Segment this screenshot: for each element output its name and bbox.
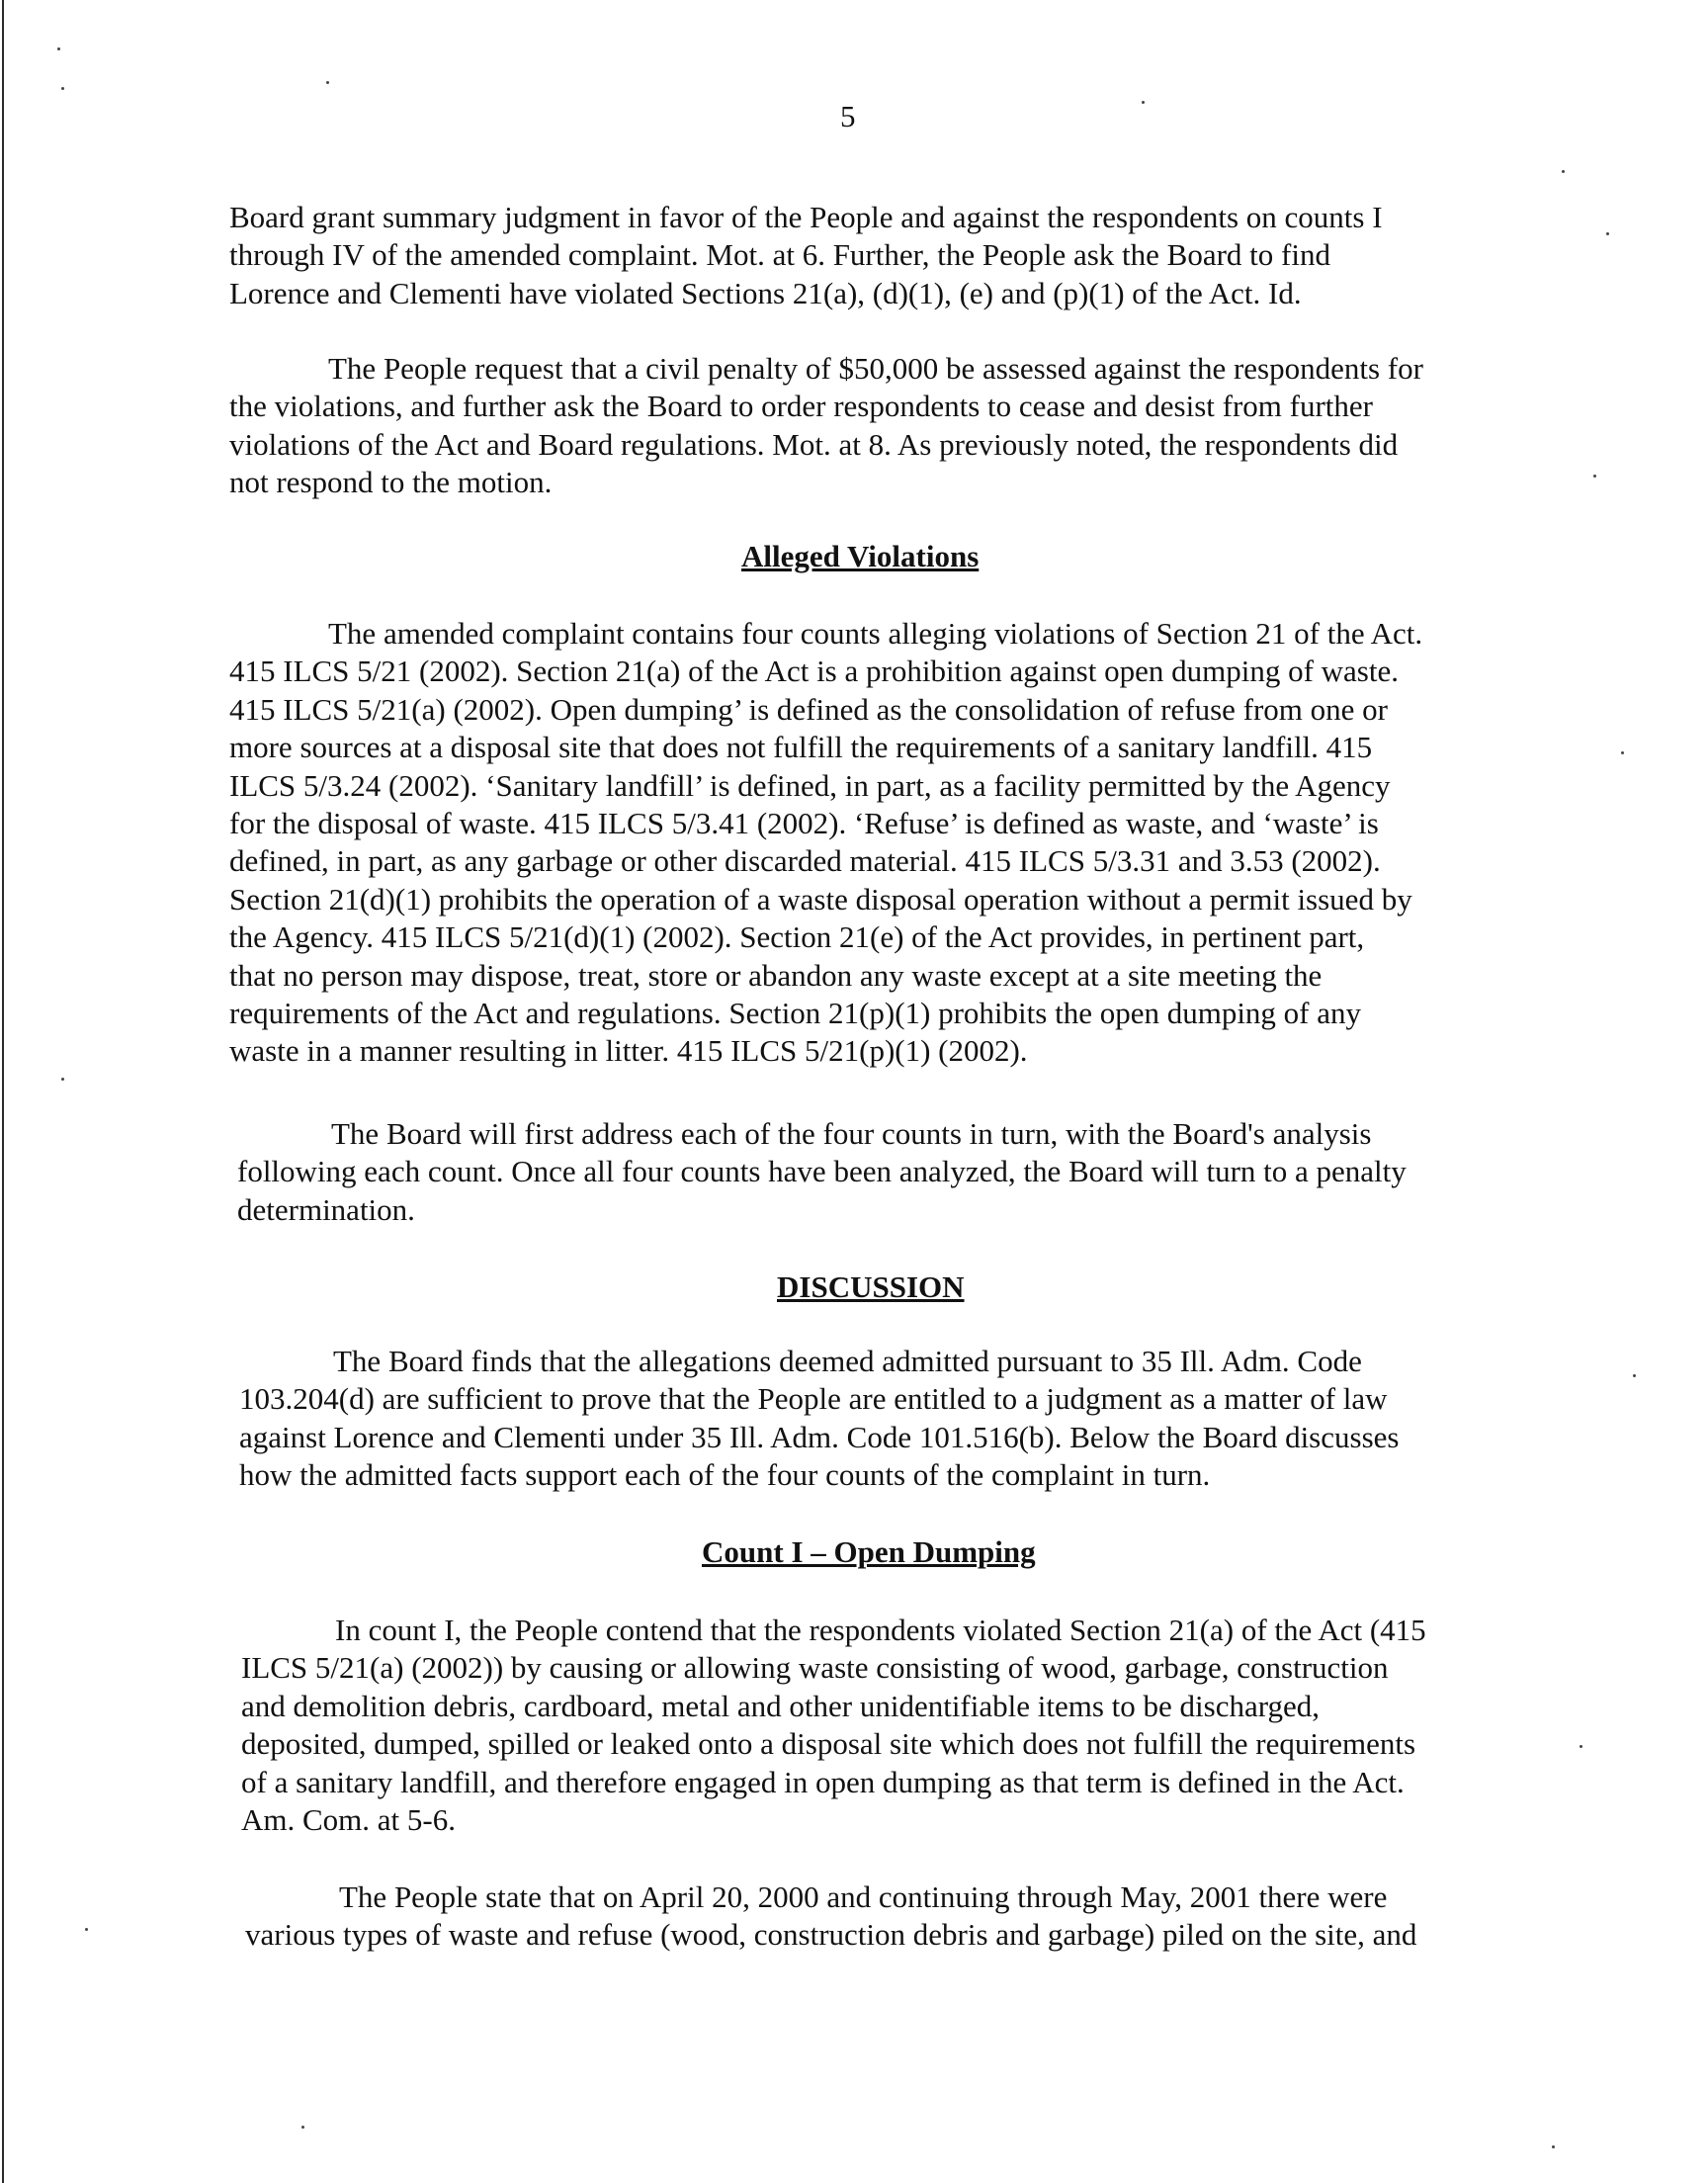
heading-alleged-violations: Alleged Violations — [741, 539, 980, 573]
scan-speck — [57, 47, 60, 50]
heading-discussion: DISCUSSION — [777, 1269, 965, 1304]
text-line: Board grant summary judgment in favor of the People and against the respondents on counts I — [229, 200, 1383, 234]
text-line: The Board finds that the allegations deemed admitted pursuant to 35 Ill. Adm. Code — [333, 1344, 1362, 1378]
text-line: the Agency. 415 ILCS 5/21(d)(1) (2002). Section 21(e) of the Act provides, in pertinent part, — [229, 919, 1365, 955]
text-line: that no person may dispose, treat, store or abandon any waste except at a site meeting the — [229, 957, 1323, 993]
scan-speck — [1142, 101, 1145, 104]
text-line: following each count. Once all four counts have been analyzed, the Board will turn to a penalty — [237, 1154, 1407, 1189]
paragraph-people-state — [245, 1878, 1416, 1955]
text-line: The amended complaint contains four counts alleging violations of Section 21 of the Act. — [328, 616, 1423, 651]
paragraph-request-summary-judgment — [229, 199, 1383, 312]
scan-speck — [1593, 475, 1596, 478]
paragraph-discussion — [239, 1343, 1399, 1495]
scan-speck — [301, 2126, 304, 2129]
text-line: The Board will first address each of the four counts in turn, with the Board's analysis — [331, 1116, 1372, 1151]
scan-speck — [61, 1078, 64, 1081]
scan-edge-line — [2, 0, 4, 2183]
text-line: 415 ILCS 5/21 (2002). Section 21(a) of the Act is a prohibition against open dumping of waste. — [229, 654, 1399, 689]
text-line — [229, 275, 1383, 312]
scan-speck — [1580, 1745, 1582, 1748]
paragraph-count-one — [241, 1612, 1426, 1839]
text-line: the violations, and further ask the Board to order respondents to cease and desist from further — [229, 389, 1373, 424]
scan-speck — [61, 87, 64, 90]
text-line-body: Lorence and Clementi have violated Sections 21(a), (d)(1), (e) and (p)(1) of the Act. Id. — [229, 275, 1302, 310]
text-line: of a sanitary landfill, and therefore engaged in open dumping as that term is defined in the Act. — [241, 1764, 1405, 1799]
text-line: how the admitted facts support each of the four counts of the complaint in turn. — [239, 1457, 1211, 1493]
scan-speck — [1552, 2145, 1555, 2148]
scan-speck — [326, 81, 329, 84]
text-line: In count I, the People contend that the respondents violated Section 21(a) of the Act (415 — [335, 1613, 1426, 1647]
text-line: not respond to the motion. — [229, 465, 553, 500]
text-line: against Lorence and Clementi under 35 Ill. Adm. Code 101.516(b). Below the Board discusses — [239, 1419, 1400, 1454]
page-number: 5 — [840, 99, 856, 133]
text-line: various types of waste and refuse (wood, construction debris and garbage) piled on the site, and — [245, 1917, 1417, 1953]
scan-speck — [1562, 170, 1565, 173]
text-line: Am. Com. at 5-6. — [241, 1802, 456, 1838]
paragraph-board-approach — [237, 1115, 1407, 1229]
paragraph-civil-penalty-request — [229, 350, 1423, 502]
text-line: violations of the Act and Board regulations. Mot. at 8. As previously noted, the respondents did — [229, 426, 1399, 462]
text-line: deposited, dumped, spilled or leaked onto a disposal site which does not fulfill the requirements — [241, 1726, 1416, 1762]
heading-count-one-open-dumping: Count I – Open Dumping — [702, 1534, 1036, 1569]
text-line: determination. — [237, 1191, 415, 1227]
paragraph-alleged-violations — [229, 615, 1422, 1071]
text-line: through IV of the amended complaint. Mot. at 6. Further, the People ask the Board to find — [229, 237, 1330, 273]
text-line: The People state that on April 20, 2000 and continuing through May, 2001 there were — [339, 1879, 1388, 1914]
text-line: The People request that a civil penalty of $50,000 be assessed against the respondents for — [328, 351, 1423, 386]
text-line: and demolition debris, cardboard, metal and other unidentifiable items to be discharged, — [241, 1688, 1320, 1723]
text-line: waste in a manner resulting in litter. 415 ILCS 5/21(p)(1) (2002). — [229, 1033, 1028, 1069]
text-line: for the disposal of waste. 415 ILCS 5/3.41 (2002). ‘Refuse’ is defined as waste, and ‘waste’ is — [229, 806, 1379, 841]
text-line: 415 ILCS 5/21(a) (2002). Open dumping’ is defined as the consolidation of refuse from one or — [229, 691, 1388, 727]
text-line: ILCS 5/3.24 (2002). ‘Sanitary landfill’ is defined, in part, as a facility permitted by the Agency — [229, 767, 1391, 803]
scan-speck — [1621, 751, 1624, 754]
text-line: defined, in part, as any garbage or other discarded material. 415 ILCS 5/3.31 and 3.53 (2002). — [229, 843, 1381, 879]
text-line: requirements of the Act and regulations. Section 21(p)(1) prohibits the open dumping of any — [229, 996, 1362, 1031]
text-line: 103.204(d) are sufficient to prove that the People are entitled to a judgment as a matter of law — [239, 1381, 1388, 1417]
text-line: Section 21(d)(1) prohibits the operation of a waste disposal operation without a permit issued by — [229, 881, 1412, 917]
text-line: ILCS 5/21(a) (2002)) by causing or allowing waste consisting of wood, garbage, construction — [241, 1650, 1389, 1686]
text-line: more sources at a disposal site that does not fulfill the requirements of a sanitary landfill. 415 — [229, 730, 1373, 765]
scan-speck — [85, 1928, 88, 1931]
scan-speck — [1633, 1374, 1636, 1377]
scan-speck — [1606, 232, 1609, 235]
